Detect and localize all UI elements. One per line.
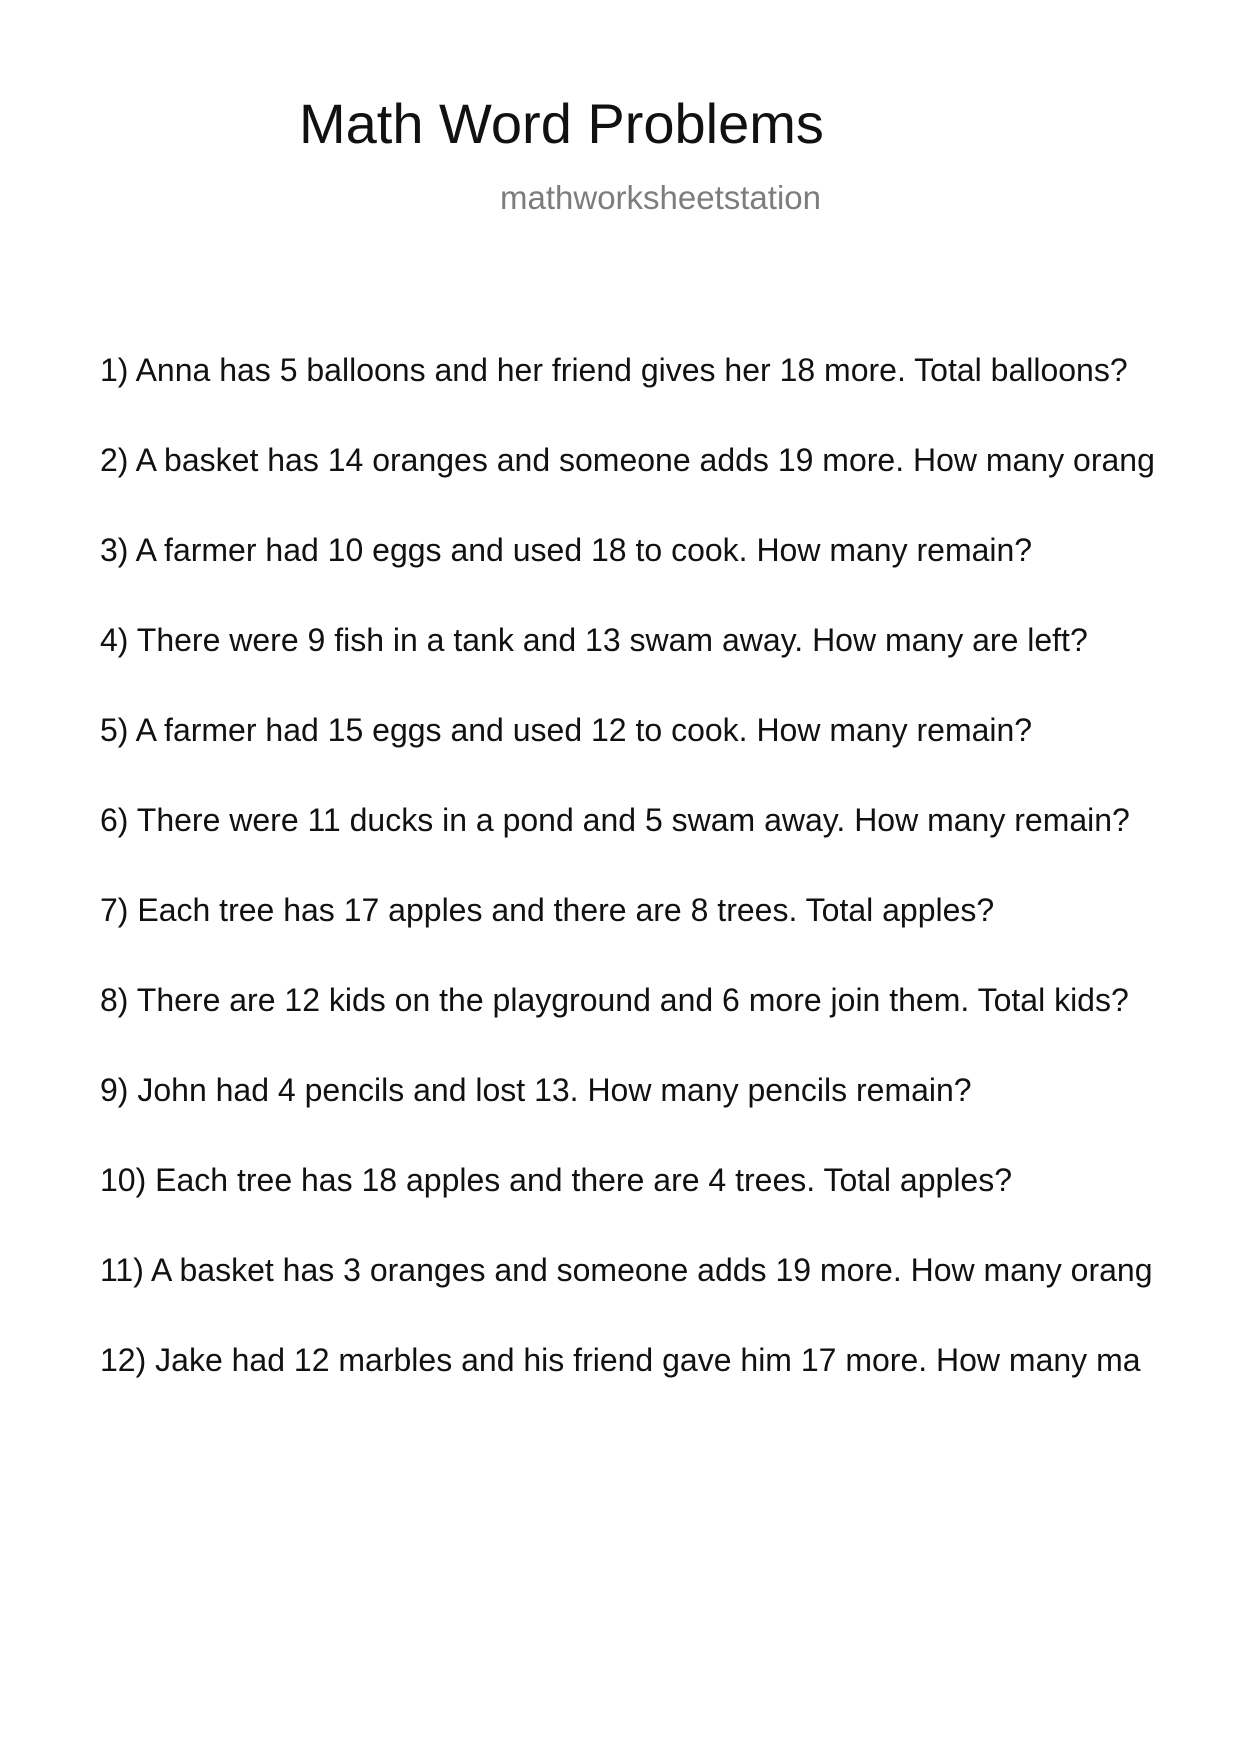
problem-item: 7) Each tree has 17 apples and there are 8 trees. Total apples? xyxy=(100,892,995,928)
problem-item: 10) Each tree has 18 apples and there are 4 trees. Total apples? xyxy=(100,1162,1013,1198)
problem-item: 4) There were 9 fish in a tank and 13 swam away. How many are left? xyxy=(100,622,1088,658)
problem-item: 11) A basket has 3 oranges and someone adds 19 more. How many orang xyxy=(100,1252,1153,1288)
page-subtitle: mathworksheetstation xyxy=(500,179,821,216)
problem-item: 3) A farmer had 10 eggs and used 18 to cook. How many remain? xyxy=(100,532,1033,568)
problem-list xyxy=(100,350,1240,1430)
problem-item: 6) There were 11 ducks in a pond and 5 swam away. How many remain? xyxy=(100,802,1130,838)
problem-item: 8) There are 12 kids on the playground and 6 more join them. Total kids? xyxy=(100,982,1129,1018)
problem-item: 12) Jake had 12 marbles and his friend gave him 17 more. How many ma xyxy=(100,1342,1141,1378)
problem-item: 1) Anna has 5 balloons and her friend gives her 18 more. Total balloons? xyxy=(100,352,1128,388)
problem-item: 5) A farmer had 15 eggs and used 12 to cook. How many remain? xyxy=(100,712,1033,748)
problem-item: 9) John had 4 pencils and lost 13. How many pencils remain? xyxy=(100,1072,972,1108)
problem-item: 2) A basket has 14 oranges and someone adds 19 more. How many orang xyxy=(100,442,1155,478)
page-title: Math Word Problems xyxy=(299,92,824,155)
